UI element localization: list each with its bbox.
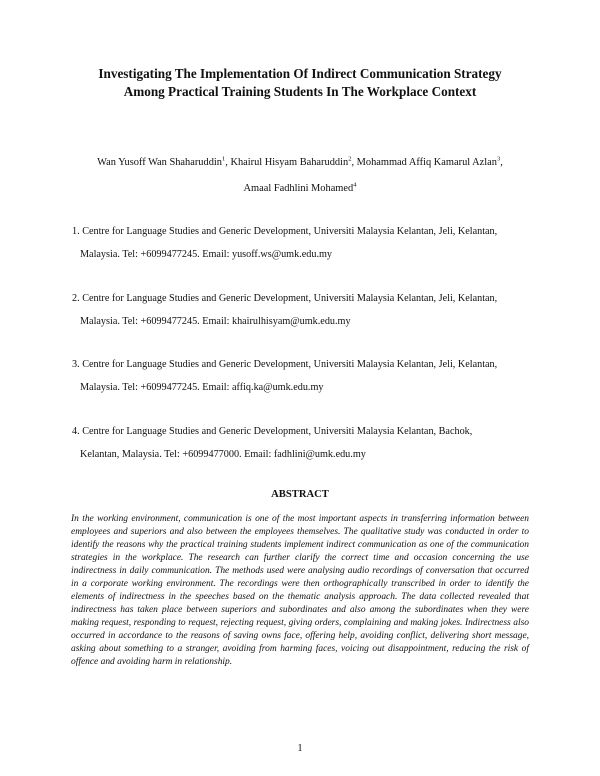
- affiliation-number: 4.: [72, 426, 80, 437]
- page-number: 1: [297, 743, 303, 754]
- paper-title: [60, 65, 540, 101]
- author-affiliation-mark: 3: [496, 155, 501, 163]
- author-affiliation-mark: 4: [353, 181, 357, 189]
- affiliation-number: 1.: [72, 226, 80, 237]
- author-affiliation-mark: 2: [348, 155, 352, 163]
- affiliation-text: Centre for Language Studies and Generic Development, Universiti Malaysia Kelantan, Bachok,: [82, 426, 473, 437]
- affiliation-number: 3.: [72, 359, 80, 370]
- title-line-2: Among Practical Training Students In The Workplace Context: [123, 84, 477, 99]
- affiliation-contact: Malaysia. Tel: +6099477245. Email: khairulhisyam@umk.edu.my: [80, 316, 351, 327]
- affiliation-contact: Malaysia. Tel: +6099477245. Email: yusoff.ws@umk.edu.my: [80, 249, 333, 260]
- affiliation-3: [72, 353, 542, 399]
- author-affiliation-mark: 1: [221, 155, 226, 163]
- affiliation-number: 2.: [72, 293, 80, 304]
- author-name: Wan Yusoff Wan Shaharuddin: [97, 157, 222, 168]
- title-line-1: Investigating The Implementation Of Indirect Communication Strategy: [98, 66, 502, 81]
- affiliation-text: Centre for Language Studies and Generic Development, Universiti Malaysia Kelantan, Jeli, Kelantan,: [82, 226, 498, 237]
- author-line-2: [60, 176, 540, 202]
- author-name: Amaal Fadhlini Mohamed: [243, 183, 354, 194]
- affiliation-2: [72, 287, 542, 333]
- affiliation-4: [72, 420, 542, 466]
- affiliation-contact: Malaysia. Tel: +6099477245. Email: affiq.ka@umk.edu.my: [80, 382, 324, 393]
- author-name: Mohammad Affiq Kamarul Azlan: [356, 157, 497, 168]
- affiliation-text: Centre for Language Studies and Generic Development, Universiti Malaysia Kelantan, Jeli, Kelantan,: [82, 359, 498, 370]
- author-list: [60, 150, 540, 202]
- author-name: Khairul Hisyam Baharuddin: [230, 157, 349, 168]
- affiliation-contact: Kelantan, Malaysia. Tel: +6099477000. Email: fadhlini@umk.edu.my: [80, 449, 366, 460]
- affiliation-1: [72, 220, 542, 266]
- author-line-1: Wan Yusoff Wan Shaharuddin$^1$, Khairul Hisyam Baharuddin$^2$, Mohammad Affiq Kamarul Azlan$^3$,: [97, 155, 503, 168]
- abstract-body: In the working environment, communication is one of the most important aspects in transferring information between employees and superiors and also between the employees themselves. The qualitative study was conducted in order to identify the reasons why the practical training students implement indirect communication as one of the communication strategies in the workplace. The research can further clarify the correct time and occasion concerning the use indirectness in daily communication. The methods used were analysing audio recordings of conversation that occurred in a corporate working environment. The recordings were then orthographically transcribed in order to identify the elements of indirectness in the speeches based on the thematic analysis approach. The data collected revealed that indirectness has taken place between superiors and subordinates and also among the subordinates when they were making request, responding to request, rejecting request, giving orders, complaining and making jokes. Indirectness also occurred in accordance to the reasons of saving owns face, offering help, avoiding conflict, delivering short message, asking about something to a stranger, avoiding from harming faces, voicing out disappointment, reducing the risk of offence and avoiding harm in relationship.: [71, 514, 529, 667]
- affiliation-text: Centre for Language Studies and Generic Development, Universiti Malaysia Kelantan, Jeli, Kelantan,: [82, 293, 498, 304]
- abstract-heading: ABSTRACT: [271, 489, 329, 500]
